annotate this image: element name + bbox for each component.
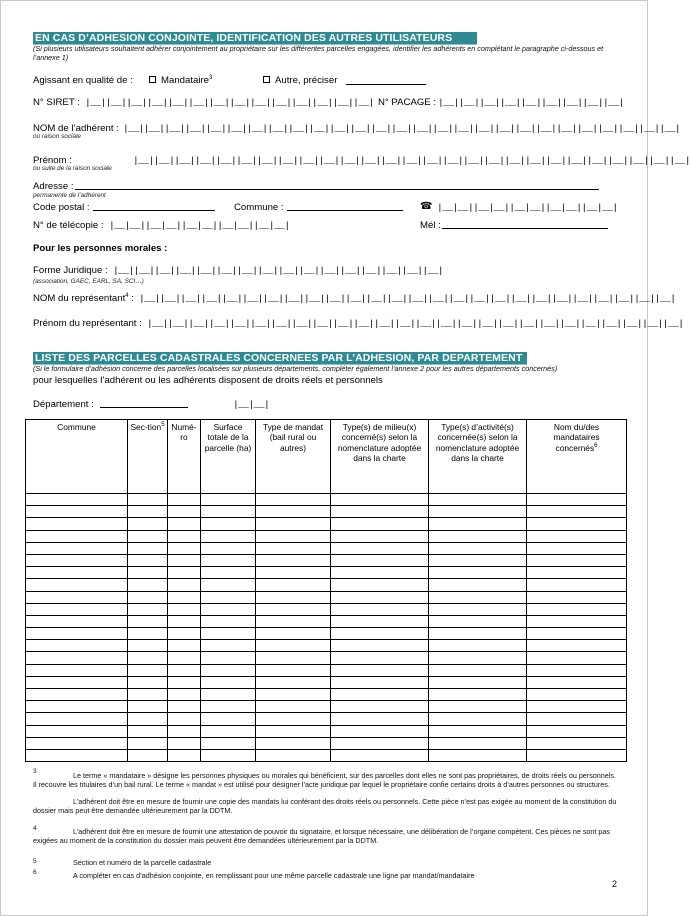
forme-juridique-hint: (association, GAEC, EARL, SA, SCI…): [33, 278, 144, 285]
table-cell[interactable]: [128, 652, 168, 664]
footnote-ref-6: 6: [594, 443, 598, 450]
table-cell[interactable]: [256, 554, 331, 566]
table-cell[interactable]: [128, 689, 168, 701]
table-cell[interactable]: [429, 676, 527, 688]
mandataire-checkbox[interactable]: [149, 76, 156, 83]
table-cell[interactable]: [201, 579, 256, 591]
nom-adherent-label: NOM de l’adhérent :: [33, 123, 119, 134]
footnote-ref-4: 4: [125, 292, 129, 299]
table-cell[interactable]: [201, 603, 256, 615]
table-row: [26, 737, 627, 749]
prenom-label: Prénom :: [33, 155, 72, 166]
mel-label: Mél :: [420, 220, 441, 231]
footnote-6-number: 6: [33, 869, 37, 876]
table-cell[interactable]: [256, 494, 331, 506]
table-cell[interactable]: [168, 567, 201, 579]
table-cell[interactable]: [527, 689, 627, 701]
table-cell[interactable]: [429, 701, 527, 713]
table-cell[interactable]: [26, 567, 128, 579]
table-cell[interactable]: [256, 701, 331, 713]
col-header-type-milieu: [331, 420, 429, 494]
table-cell[interactable]: [527, 676, 627, 688]
footnote-separator: [33, 761, 161, 762]
section-parcelles-note: (Si le formulaire d’adhésion concerne des parcelles localisées sur plusieurs départements, compléter également l’annexe 2 pour les autres départements concernés): [33, 364, 558, 373]
table-row: [26, 506, 627, 518]
table-cell[interactable]: [201, 494, 256, 506]
footnote-ref-3: 3: [209, 74, 213, 81]
table-cell[interactable]: [168, 518, 201, 530]
table-cell[interactable]: [26, 664, 128, 676]
table-cell[interactable]: [429, 749, 527, 761]
table-cell[interactable]: [26, 530, 128, 542]
footnote-6-text: A compléter en cas d’adhésion conjointe, en remplissant pour une même parcelle cadastrale une ligne par mandat/mandataire: [73, 871, 475, 880]
table-cell[interactable]: [429, 518, 527, 530]
pacage-label: N° PACAGE :: [378, 97, 437, 108]
table-cell[interactable]: [527, 652, 627, 664]
table-cell[interactable]: [331, 542, 429, 554]
table-cell[interactable]: [168, 701, 201, 713]
table-row: [26, 628, 627, 640]
table-cell[interactable]: [256, 749, 331, 761]
col-header-commune: [26, 420, 128, 494]
personnes-morales-heading: Pour les personnes morales :: [33, 243, 168, 254]
departement-name-field[interactable]: [100, 399, 188, 408]
table-cell[interactable]: [128, 676, 168, 688]
telephone-icon: ☎: [420, 201, 433, 212]
footnote-5-number: 5: [33, 858, 37, 865]
table-cell[interactable]: [331, 737, 429, 749]
table-cell[interactable]: [26, 518, 128, 530]
table-header-row: [26, 420, 627, 494]
adresse-hint: permanente de l’adhérent: [33, 192, 106, 199]
table-cell[interactable]: [331, 615, 429, 627]
table-cell[interactable]: [256, 567, 331, 579]
table-cell[interactable]: [527, 628, 627, 640]
table-cell[interactable]: [256, 518, 331, 530]
table-cell[interactable]: [26, 628, 128, 640]
table-cell[interactable]: [429, 664, 527, 676]
table-cell[interactable]: [168, 628, 201, 640]
table-row: [26, 713, 627, 725]
col-header-mandataires-text: Nom du/des mandataires concernés: [553, 422, 600, 453]
table-cell[interactable]: [128, 567, 168, 579]
table-cell[interactable]: [429, 494, 527, 506]
col-header-mandataires: [527, 420, 627, 494]
table-row: [26, 591, 627, 603]
table-cell[interactable]: [201, 591, 256, 603]
table-cell[interactable]: [128, 530, 168, 542]
adresse-field[interactable]: [75, 181, 599, 190]
table-cell[interactable]: [26, 603, 128, 615]
table-cell[interactable]: [128, 494, 168, 506]
mandataire-option[interactable]: [149, 75, 212, 86]
table-cell[interactable]: [26, 579, 128, 591]
prenom-representant-field[interactable]: |__||__||__||__||__||__||__||__||__||__||__||__||__||__||__||__||__||__||__||__||__||__||__||__||__||__|: [147, 318, 684, 329]
table-row: [26, 749, 627, 761]
section-adhesion-conjointe-title: EN CAS D’ADHESION CONJOINTE, IDENTIFICATION DES AUTRES UTILISATEURS: [33, 32, 477, 45]
table-row: [26, 725, 627, 737]
table-cell[interactable]: [168, 542, 201, 554]
table-cell[interactable]: [26, 676, 128, 688]
table-cell[interactable]: [128, 542, 168, 554]
table-cell[interactable]: [128, 640, 168, 652]
footnote-3-paragraph-2: L’adhérent doit être en mesure de fournir une copie des mandats lui conférant des droits réels ou personnels. Cette pièce n’est pas exigée au moment de la constitution du dossier mais peut être demandée ultérieurement par la DDTM.: [33, 797, 617, 815]
col-header-type-mandat-text: Type de mandat (bail rural ou autres): [262, 422, 324, 453]
table-row: [26, 603, 627, 615]
nom-representant-text: NOM du représentant: [33, 293, 126, 304]
table-cell[interactable]: [331, 701, 429, 713]
telecopie-label: N° de télécopie :: [33, 220, 104, 231]
table-row: [26, 518, 627, 530]
table-row: [26, 530, 627, 542]
table-cell[interactable]: [331, 494, 429, 506]
table-cell[interactable]: [168, 737, 201, 749]
table-cell[interactable]: [26, 591, 128, 603]
table-cell[interactable]: [26, 615, 128, 627]
table-cell[interactable]: [128, 603, 168, 615]
table-cell[interactable]: [331, 725, 429, 737]
footnote-ref-5: 5: [161, 422, 165, 429]
col-header-type-activite: [429, 420, 527, 494]
pacage-field[interactable]: |__||__||__||__||__||__||__||__||__|: [438, 97, 624, 108]
table-cell[interactable]: [429, 542, 527, 554]
table-cell[interactable]: [429, 737, 527, 749]
table-cell[interactable]: [201, 530, 256, 542]
parcelles-table: [25, 419, 627, 762]
table-cell[interactable]: [527, 749, 627, 761]
table-cell[interactable]: [527, 603, 627, 615]
autre-option[interactable]: [263, 75, 337, 86]
table-cell[interactable]: [429, 689, 527, 701]
table-cell[interactable]: [331, 628, 429, 640]
table-cell[interactable]: [26, 640, 128, 652]
footnote-4-number: 4: [33, 825, 37, 832]
table-cell[interactable]: [26, 749, 128, 761]
nom-representant-field[interactable]: |__||__||__||__||__||__||__||__||__||__||__||__||__||__||__||__||__||__||__||__||__||__||__||__||__||__|: [139, 293, 676, 304]
table-cell[interactable]: [429, 530, 527, 542]
table-cell[interactable]: [331, 676, 429, 688]
forme-juridique-label: Forme Juridique :: [33, 265, 108, 276]
table-cell[interactable]: [128, 725, 168, 737]
table-cell[interactable]: [527, 530, 627, 542]
table-cell[interactable]: [256, 542, 331, 554]
table-cell[interactable]: [26, 652, 128, 664]
siret-label: N° SIRET :: [33, 97, 80, 108]
table-row: [26, 689, 627, 701]
table-cell[interactable]: [26, 701, 128, 713]
autre-checkbox[interactable]: [263, 76, 270, 83]
table-cell[interactable]: [128, 749, 168, 761]
table-cell[interactable]: [201, 567, 256, 579]
mandataire-label: Mandataire: [161, 75, 209, 86]
col-header-surface: [201, 420, 256, 494]
table-cell[interactable]: [26, 713, 128, 725]
table-cell[interactable]: [331, 591, 429, 603]
table-cell[interactable]: [201, 713, 256, 725]
table-cell[interactable]: [331, 506, 429, 518]
col-header-type-activite-text: Type(s) d’activité(s) concernée(s) selon la nomenclature adoptée dans la charte: [435, 422, 520, 464]
table-cell[interactable]: [168, 689, 201, 701]
table-cell[interactable]: [527, 701, 627, 713]
siret-field[interactable]: |__||__||__||__||__||__||__||__||__||__||__||__||__||__|: [85, 97, 374, 108]
table-cell[interactable]: [527, 615, 627, 627]
table-cell[interactable]: [429, 579, 527, 591]
prenom-hint: ou suite de la raison sociale: [33, 165, 112, 172]
table-cell[interactable]: [201, 725, 256, 737]
table-cell[interactable]: [201, 664, 256, 676]
table-cell[interactable]: [26, 554, 128, 566]
table-cell[interactable]: [26, 737, 128, 749]
table-cell[interactable]: [331, 579, 429, 591]
table-cell[interactable]: [128, 579, 168, 591]
table-cell[interactable]: [256, 640, 331, 652]
col-header-surface-text: Surface totale de la parcelle (ha): [204, 422, 252, 453]
autre-label: Autre, préciser: [275, 75, 338, 86]
table-cell[interactable]: [201, 737, 256, 749]
nom-adherent-field[interactable]: |__||__||__||__||__||__||__||__||__||__||__||__||__||__||__||__||__||__||__||__||__||__||__||__||__||__||__|: [123, 123, 680, 134]
table-cell[interactable]: [201, 615, 256, 627]
table-cell[interactable]: [256, 676, 331, 688]
table-cell[interactable]: [527, 554, 627, 566]
table-cell[interactable]: [527, 737, 627, 749]
mel-field[interactable]: [442, 220, 608, 229]
table-cell[interactable]: [256, 579, 331, 591]
table-row: [26, 554, 627, 566]
agissant-label: Agissant en qualité de :: [33, 75, 133, 86]
table-cell[interactable]: [168, 494, 201, 506]
parcelles-table-body: [26, 494, 627, 762]
table-cell[interactable]: [331, 689, 429, 701]
table-cell[interactable]: [168, 640, 201, 652]
table-cell[interactable]: [527, 518, 627, 530]
table-cell[interactable]: [201, 652, 256, 664]
col-header-numero-text: Numé-ro: [171, 422, 197, 443]
telecopie-field[interactable]: |__|__||__|__||__|__||__|__||__|__|: [109, 220, 290, 231]
table-cell[interactable]: [429, 725, 527, 737]
table-row: [26, 701, 627, 713]
table-cell[interactable]: [429, 591, 527, 603]
table-cell[interactable]: [256, 591, 331, 603]
table-cell[interactable]: [256, 615, 331, 627]
table-cell[interactable]: [128, 506, 168, 518]
page-number: 2: [612, 879, 618, 889]
table-cell[interactable]: [429, 615, 527, 627]
table-cell[interactable]: [527, 567, 627, 579]
code-postal-label: Code postal :: [33, 202, 90, 213]
table-cell[interactable]: [128, 737, 168, 749]
footnote-3-number: 3: [33, 768, 37, 775]
table-cell[interactable]: [256, 664, 331, 676]
section-parcelles-subtitle: pour lesquelles l’adhérent ou les adhérents disposent de droits réels et personnels: [33, 375, 383, 386]
table-cell[interactable]: [429, 628, 527, 640]
col-header-numero: [168, 420, 201, 494]
commune-field[interactable]: [287, 202, 403, 211]
table-cell[interactable]: [429, 603, 527, 615]
telephone-field[interactable]: |__|__||__|__||__|__||__|__||__|__|: [437, 202, 618, 213]
table-cell[interactable]: [128, 518, 168, 530]
table-cell[interactable]: [331, 603, 429, 615]
table-cell[interactable]: [128, 701, 168, 713]
table-cell[interactable]: [256, 628, 331, 640]
adresse-label: Adresse :: [33, 181, 74, 192]
table-cell[interactable]: [168, 713, 201, 725]
departement-label: Département :: [33, 399, 94, 410]
table-cell[interactable]: [256, 689, 331, 701]
table-cell[interactable]: [168, 591, 201, 603]
table-cell[interactable]: [429, 506, 527, 518]
table-cell[interactable]: [201, 676, 256, 688]
table-cell[interactable]: [429, 652, 527, 664]
nom-adherent-hint: ou raison sociale: [33, 133, 81, 140]
table-cell[interactable]: [256, 652, 331, 664]
table-row: [26, 615, 627, 627]
table-cell[interactable]: [128, 615, 168, 627]
table-cell[interactable]: [168, 725, 201, 737]
forme-juridique-field[interactable]: |__||__||__||__||__||__||__||__||__||__||__||__||__||__||__||__|: [113, 265, 444, 276]
section-parcelles-title: LISTE DES PARCELLES CADASTRALES CONCERNEES PAR L’ADHESION, PAR DEPARTEMENT: [33, 352, 527, 365]
table-cell[interactable]: [527, 494, 627, 506]
table-cell[interactable]: [429, 554, 527, 566]
table-cell[interactable]: [429, 567, 527, 579]
table-cell[interactable]: [128, 591, 168, 603]
table-cell[interactable]: [168, 554, 201, 566]
table-cell[interactable]: [201, 518, 256, 530]
footnote-5-text: Section et numéro de la parcelle cadastrale: [73, 858, 212, 867]
table-cell[interactable]: [201, 640, 256, 652]
table-cell[interactable]: [26, 725, 128, 737]
table-cell[interactable]: [331, 652, 429, 664]
table-cell[interactable]: [527, 713, 627, 725]
table-cell[interactable]: [331, 554, 429, 566]
table-cell[interactable]: [527, 506, 627, 518]
table-cell[interactable]: [527, 591, 627, 603]
table-cell[interactable]: [331, 567, 429, 579]
table-cell[interactable]: [168, 603, 201, 615]
table-cell[interactable]: [201, 506, 256, 518]
table-cell[interactable]: [256, 737, 331, 749]
table-cell[interactable]: [201, 542, 256, 554]
table-cell[interactable]: [168, 530, 201, 542]
commune-label: Commune :: [234, 202, 284, 213]
col-header-commune-text: Commune: [57, 422, 96, 432]
table-cell[interactable]: [26, 494, 128, 506]
nom-representant-label: NOM du représentant$^4$ :: [33, 292, 134, 304]
table-row: [26, 664, 627, 676]
table-cell[interactable]: [168, 652, 201, 664]
table-cell[interactable]: [527, 664, 627, 676]
autre-preciser-field[interactable]: [346, 76, 426, 85]
table-cell[interactable]: [527, 640, 627, 652]
table-cell[interactable]: [331, 518, 429, 530]
table-cell[interactable]: [331, 664, 429, 676]
table-row: [26, 652, 627, 664]
table-row: [26, 494, 627, 506]
table-cell[interactable]: [256, 603, 331, 615]
table-row: [26, 542, 627, 554]
table-cell[interactable]: [429, 640, 527, 652]
table-cell[interactable]: [26, 542, 128, 554]
table-cell[interactable]: [429, 713, 527, 725]
departement-code-field[interactable]: |__|__|: [233, 399, 270, 410]
table-cell[interactable]: [331, 640, 429, 652]
table-cell[interactable]: [331, 713, 429, 725]
table-cell[interactable]: [201, 554, 256, 566]
table-cell[interactable]: [527, 579, 627, 591]
table-cell[interactable]: [201, 628, 256, 640]
table-cell[interactable]: [256, 713, 331, 725]
table-cell[interactable]: [331, 749, 429, 761]
table-cell[interactable]: [331, 530, 429, 542]
table-cell[interactable]: [168, 664, 201, 676]
col-header-section: [128, 420, 168, 494]
table-cell[interactable]: [26, 506, 128, 518]
table-cell[interactable]: [128, 628, 168, 640]
col-header-type-mandat: [256, 420, 331, 494]
col-header-type-milieu-text: Type(s) de milieu(x) concerné(s) selon la nomenclature adoptée dans la charte: [337, 422, 422, 464]
table-cell[interactable]: [128, 664, 168, 676]
table-cell[interactable]: [168, 749, 201, 761]
table-cell[interactable]: [527, 725, 627, 737]
table-cell[interactable]: [168, 579, 201, 591]
table-cell[interactable]: [128, 554, 168, 566]
table-cell[interactable]: [128, 713, 168, 725]
footnote-3-paragraph-1: Le terme « mandataire » désigne les personnes physiques ou morales qui bénéficient, sur des parcelles dont elles ne sont pas propriétaires, de droits réels ou personnels. Il recouvre les titulaires d’un bail rural. Le terme « mandat » est utilisé pour désigner l’acte juridique par lequel le propriétaire confie certains droits à d’autres personnes ou structures.: [33, 771, 616, 789]
code-postal-field[interactable]: [93, 202, 215, 211]
prenom-representant-label: Prénom du représentant :: [33, 318, 142, 329]
table-cell[interactable]: [201, 689, 256, 701]
table-row: [26, 567, 627, 579]
table-cell[interactable]: [256, 530, 331, 542]
table-cell[interactable]: [168, 615, 201, 627]
table-cell[interactable]: [256, 725, 331, 737]
section-adhesion-conjointe-note: (Si plusieurs utilisateurs souhaitent adhérer conjointement au propriétaire sur les différentes parcelles engagées, identifier les adhérents en complétant le paragraphe ci-dessous et l’annexe 1): [33, 44, 604, 62]
prenom-field[interactable]: |__||__||__||__||__||__||__||__||__||__||__||__||__||__||__||__||__||__||__||__||__||__||__||__||__||__||__|: [133, 155, 690, 166]
table-cell[interactable]: [201, 749, 256, 761]
col-header-section-text: Sec-tion: [130, 422, 162, 432]
table-row: [26, 676, 627, 688]
table-cell[interactable]: [168, 506, 201, 518]
table-row: [26, 579, 627, 591]
table-cell[interactable]: [201, 701, 256, 713]
table-cell[interactable]: [527, 542, 627, 554]
footnote-4-text: L’adhérent doit être en mesure de fournir une attestation de pouvoir du signataire, et lorsque nécessaire, une délibération de l’organe compétent. Ces pièces ne sont pas exigées au moment de la constitution du dossier mais peuvent être demandées ultérieurement par la DDTM.: [33, 827, 611, 845]
table-cell[interactable]: [256, 506, 331, 518]
table-cell[interactable]: [168, 676, 201, 688]
table-row: [26, 640, 627, 652]
table-cell[interactable]: [26, 689, 128, 701]
